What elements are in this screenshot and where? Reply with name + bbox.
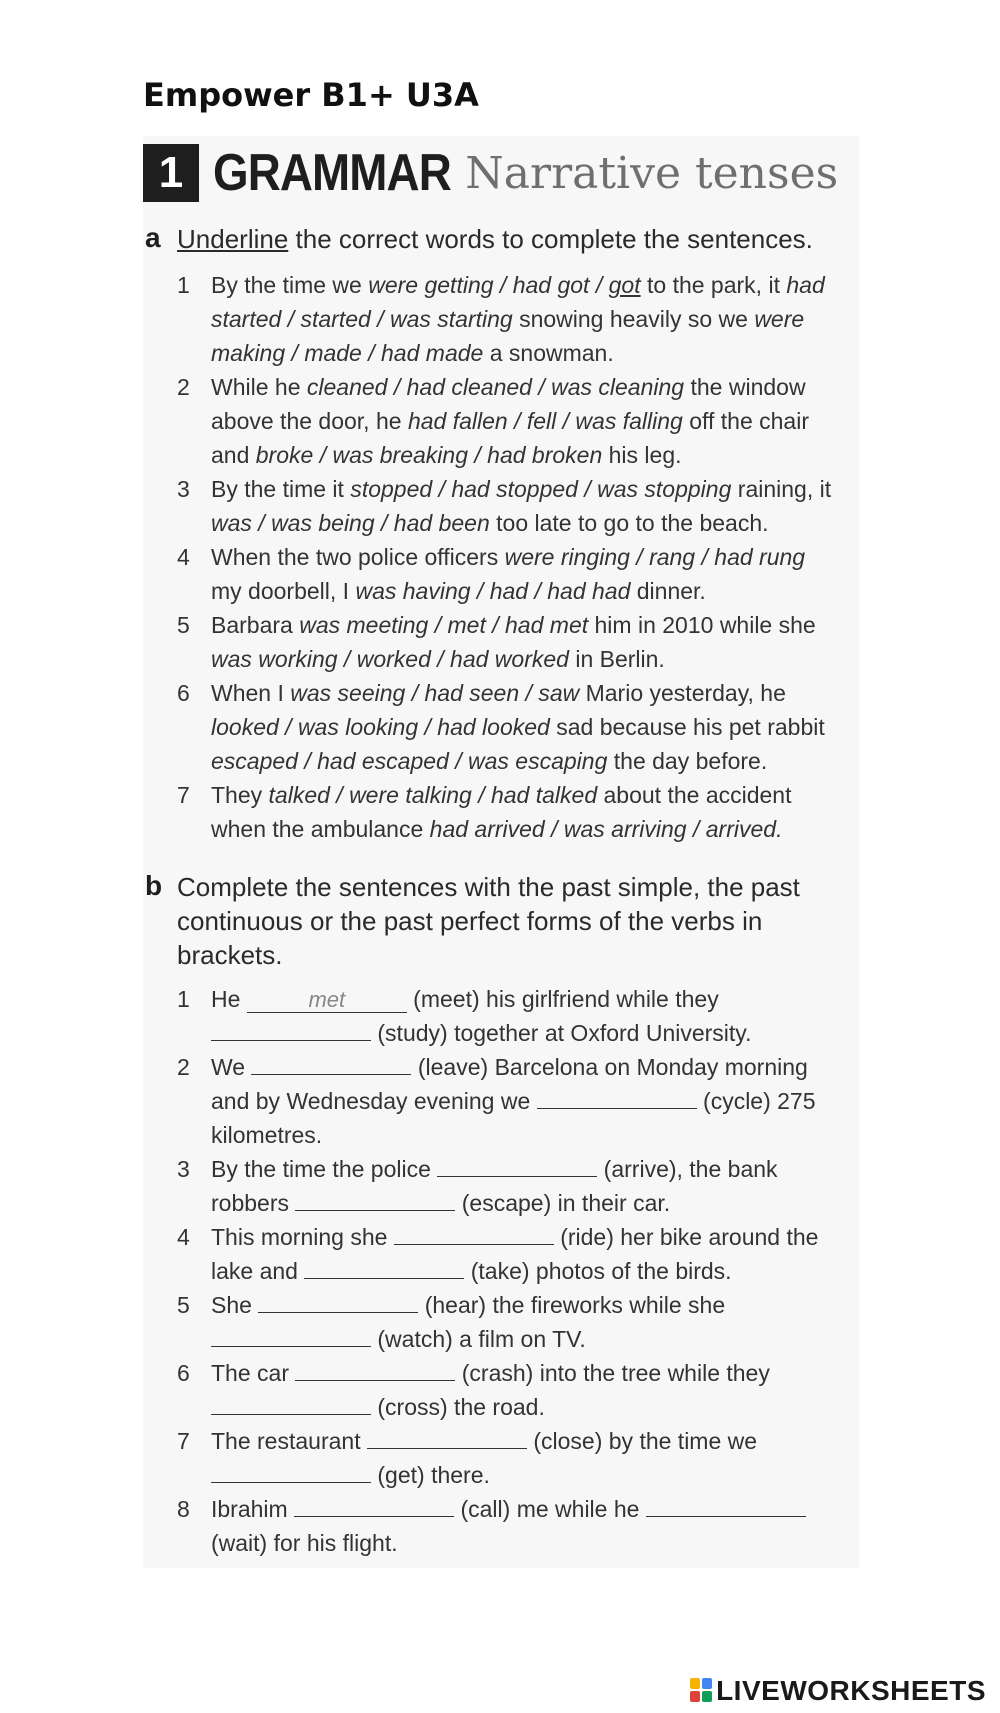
sentence-text: (escape) in their car. <box>455 1190 671 1216</box>
item-number: 5 <box>177 1292 190 1318</box>
verb-options[interactable]: looked / was looking / had looked <box>211 714 550 740</box>
sentence-text: (meet) his girlfriend while they <box>406 986 719 1012</box>
sentence-text: They <box>211 782 269 808</box>
sentence-text: (leave) Barcelona on Monday morning and by Wednesday evening we <box>211 1054 808 1114</box>
item-text <box>211 1220 841 1288</box>
part-b-items <box>177 982 841 1560</box>
logo-tile <box>690 1678 700 1689</box>
answer-blank[interactable] <box>294 1494 454 1517</box>
verb-options[interactable]: got <box>608 272 641 298</box>
verb-options[interactable]: stopped / had stopped / was stopping <box>350 476 732 502</box>
part-a-items <box>177 268 841 846</box>
sentence-text: (call) me while he <box>454 1496 646 1522</box>
part-b-item-3 <box>177 1152 841 1220</box>
logo-tile <box>702 1678 712 1689</box>
sentence-text: a snowman. <box>483 340 614 366</box>
sentence-text: too late to go to the beach. <box>489 510 769 536</box>
sentence-text: Mario yesterday, he <box>579 680 786 706</box>
item-number: 7 <box>177 1428 190 1454</box>
verb-options[interactable]: were making / made / had made <box>211 306 805 366</box>
sentence-text: (get) there. <box>371 1462 490 1488</box>
part-a-instruction <box>177 222 817 256</box>
footer-brand: LIVEWORKSHEETS <box>716 1675 986 1706</box>
sentence-text: (cross) the road. <box>371 1394 545 1420</box>
answer-blank[interactable] <box>304 1256 464 1279</box>
sentence-text: By the time it <box>211 476 351 502</box>
answer-blank[interactable] <box>437 1154 597 1177</box>
section-number: 1 <box>143 144 199 202</box>
part-a-item-6 <box>177 676 841 778</box>
section-label: GRAMMAR <box>213 144 451 202</box>
sentence-text: snowing heavily so we <box>512 306 755 332</box>
item-text <box>211 1492 841 1560</box>
item-text <box>211 472 841 540</box>
answer-blank[interactable] <box>211 1460 371 1483</box>
part-b-item-6 <box>177 1356 841 1424</box>
answer-blank[interactable]: met <box>247 990 407 1013</box>
verb-options[interactable]: had arrived / was arriving / arrived. <box>429 816 783 842</box>
part-b-item-4 <box>177 1220 841 1288</box>
part-a-item-4 <box>177 540 841 608</box>
answer-blank[interactable] <box>394 1222 554 1245</box>
sentence-text: We <box>211 1054 252 1080</box>
sentence-text: to the park, it <box>640 272 787 298</box>
verb-options[interactable]: broke / was breaking / had broken <box>255 442 603 468</box>
liveworksheets-logo[interactable] <box>690 1675 986 1707</box>
answer-blank[interactable] <box>251 1052 411 1075</box>
section-topic: Narrative tenses <box>465 147 839 199</box>
sentence-text: She <box>211 1292 259 1318</box>
sentence-text: (crash) into the tree while they <box>455 1360 770 1386</box>
part-a-item-1 <box>177 268 841 370</box>
sentence-text: (take) photos of the birds. <box>464 1258 732 1284</box>
part-b-item-5 <box>177 1288 841 1356</box>
verb-options[interactable]: were ringing / rang / had rung <box>504 544 806 570</box>
item-number: 6 <box>177 680 190 706</box>
verb-options[interactable]: cleaned / had cleaned / was cleaning <box>306 374 685 400</box>
item-text <box>211 1050 841 1152</box>
sentence-text: in Berlin. <box>568 646 665 672</box>
item-number: 7 <box>177 782 190 808</box>
part-a-item-5 <box>177 608 841 676</box>
item-text <box>211 268 841 370</box>
part-a-item-2 <box>177 370 841 472</box>
part-b-letter: b <box>145 870 163 901</box>
answer-blank[interactable] <box>646 1494 806 1517</box>
item-number: 4 <box>177 1224 190 1250</box>
sentence-text: He <box>211 986 247 1012</box>
verb-options[interactable]: had started / started / was starting <box>211 272 825 332</box>
item-number: 1 <box>177 272 190 298</box>
answer-blank[interactable] <box>258 1290 418 1313</box>
verb-options[interactable]: escaped / had escaped / was escaping <box>211 748 608 774</box>
answer-blank[interactable] <box>537 1086 697 1109</box>
sentence-text: Ibrahim <box>211 1496 295 1522</box>
part-b-item-8 <box>177 1492 841 1560</box>
item-number: 6 <box>177 1360 190 1386</box>
instruction-underlined-word: Underline <box>177 224 289 254</box>
part-b-item-7 <box>177 1424 841 1492</box>
item-number: 2 <box>177 1054 190 1080</box>
item-text <box>211 1288 841 1356</box>
sentence-text: dinner. <box>630 578 706 604</box>
logo-tile <box>690 1691 700 1702</box>
sentence-text: When the two police officers <box>211 544 505 570</box>
sentence-text: sad because his pet rabbit <box>549 714 825 740</box>
logo-tile <box>702 1691 712 1702</box>
verb-options[interactable]: was meeting / met / had met <box>299 612 589 638</box>
answer-blank[interactable] <box>211 1018 371 1041</box>
answer-blank[interactable] <box>367 1426 527 1449</box>
sentence-text: about the accident when the ambulance <box>211 782 792 842</box>
sentence-text: The restaurant <box>211 1428 367 1454</box>
item-text <box>211 1152 841 1220</box>
document-title: Empower B1+ U3A <box>143 76 479 114</box>
answer-blank[interactable] <box>211 1392 371 1415</box>
sentence-text: my doorbell, I <box>211 578 356 604</box>
item-number: 2 <box>177 374 190 400</box>
part-b-instruction: Complete the sentences with the past simple, the past continuous or the past perfect forms of the verbs in brackets. <box>177 872 800 970</box>
item-text <box>211 608 841 676</box>
sentence-text: (close) by the time we <box>526 1428 758 1454</box>
sentence-text: (wait) for his flight. <box>211 1530 398 1556</box>
item-text <box>211 778 841 846</box>
item-number: 3 <box>177 476 190 502</box>
item-text <box>211 370 841 472</box>
sentence-text: By the time we <box>211 272 369 298</box>
sentence-text: the day before. <box>607 748 768 774</box>
answer-blank[interactable] <box>295 1188 455 1211</box>
part-b-item-1 <box>177 982 841 1050</box>
verb-options[interactable]: were getting / had got / <box>368 272 609 298</box>
sentence-text: The car <box>211 1360 296 1386</box>
sentence-text: When I <box>211 680 291 706</box>
sentence-text: (watch) a film on TV. <box>371 1326 586 1352</box>
item-text <box>211 1424 841 1492</box>
item-number: 1 <box>177 986 190 1012</box>
sentence-text: While he <box>211 374 307 400</box>
verb-options[interactable]: talked / were talking / had talked <box>268 782 598 808</box>
item-number: 5 <box>177 612 190 638</box>
instruction-text: the correct words to complete the sentences. <box>288 224 813 254</box>
answer-blank[interactable] <box>211 1324 371 1347</box>
verb-options[interactable]: had fallen / fell / was falling <box>407 408 683 434</box>
verb-options[interactable]: was having / had / had had <box>355 578 631 604</box>
sentence-text: (hear) the fireworks while she <box>418 1292 726 1318</box>
sentence-text: him in 2010 while she <box>588 612 816 638</box>
verb-options[interactable]: was working / worked / had worked <box>211 646 569 672</box>
part-a-item-7 <box>177 778 841 846</box>
part-b-item-2 <box>177 1050 841 1152</box>
sentence-text: By the time the police <box>211 1156 438 1182</box>
sentence-text: raining, it <box>731 476 832 502</box>
part-a-item-3 <box>177 472 841 540</box>
sentence-text: This morning she <box>211 1224 394 1250</box>
section-heading <box>143 140 838 206</box>
verb-options[interactable]: was / was being / had been <box>211 510 490 536</box>
sentence-text: off the chair and <box>211 408 809 468</box>
item-number: 8 <box>177 1496 190 1522</box>
sentence-text: (study) together at Oxford University. <box>371 1020 752 1046</box>
sentence-text: (cycle) 275 kilometres. <box>211 1088 816 1148</box>
answer-blank[interactable] <box>295 1358 455 1381</box>
sentence-text: (ride) her bike around the lake and <box>211 1224 819 1284</box>
verb-options[interactable]: was seeing / had seen / saw <box>290 680 580 706</box>
sentence-text: his leg. <box>602 442 682 468</box>
item-text <box>211 1356 841 1424</box>
sentence-text: (arrive), the bank robbers <box>211 1156 778 1216</box>
item-number: 4 <box>177 544 190 570</box>
item-text <box>211 676 841 778</box>
liveworksheets-logo-icon <box>690 1678 712 1704</box>
item-number: 3 <box>177 1156 190 1182</box>
part-a-letter: a <box>145 222 161 253</box>
sentence-text: the window above the door, he <box>211 374 806 434</box>
sentence-text: Barbara <box>211 612 300 638</box>
item-text <box>211 540 841 608</box>
item-text <box>211 982 841 1050</box>
